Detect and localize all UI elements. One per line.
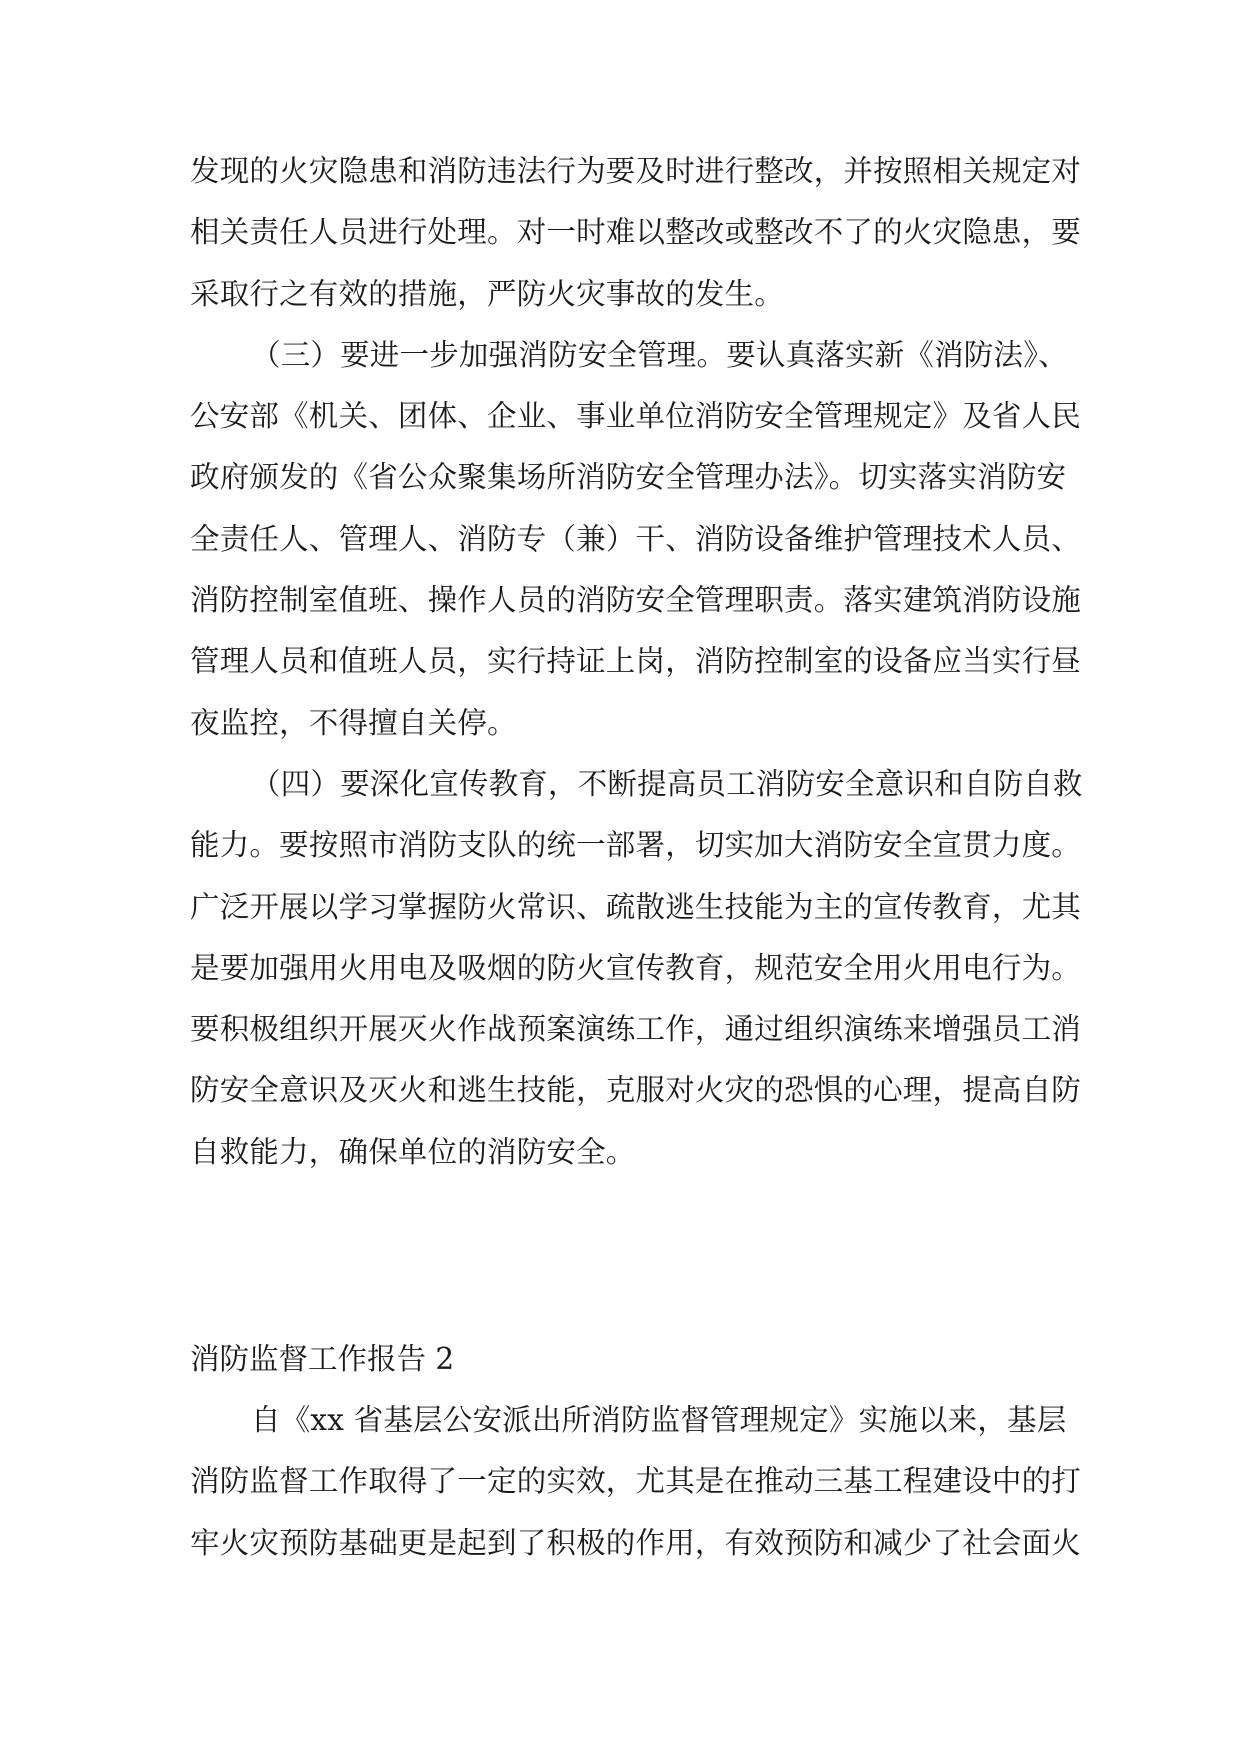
text-line: （三）要进一步加强消防安全管理。要认真落实新《消防法》、 [251, 337, 1068, 372]
text-line: 自救能力，确保单位的消防安全。 [190, 1134, 636, 1169]
text-line: 管理人员和值班人员，实行持证上岗，消防控制室的设备应当实行昼 [190, 644, 1082, 679]
text-line: 政府颁发的《省公众聚集场所消防安全管理办法》。切实落实消防安 [190, 460, 1067, 495]
text-line: 要积极组织开展灭火作战预案演练工作，通过组织演练来增强员工消 [190, 1012, 1082, 1047]
text-line: 消防监督工作取得了一定的实效，尤其是在推动三基工程建设中的打 [190, 1464, 1082, 1499]
text-line: 广泛开展以学习掌握防火常识、疏散逃生技能为主的宣传教育，尤其 [190, 889, 1082, 924]
paragraph-publicity-education [190, 754, 1083, 1183]
text-line: 能力。要按照市消防支队的统一部署，切实加大消防安全宣贯力度。 [190, 828, 1082, 863]
report-section-2 [190, 1390, 1082, 1574]
text-line: 是要加强用火用电及吸烟的防火宣传教育，规范安全用火用电行为。 [190, 950, 1082, 985]
paragraph-rectification [190, 141, 1082, 325]
section-heading: 消防监督工作报告 2 [190, 1342, 455, 1376]
text-line: （四）要深化宣传教育，不断提高员工消防安全意识和自防自救 [251, 766, 1083, 801]
paragraph-introduction [190, 1390, 1082, 1574]
text-line: 自《xx 省基层公安派出所消防监督管理规定》实施以来，基层 [251, 1403, 1067, 1437]
text-line: 消防控制室值班、操作人员的消防安全管理职责。落实建筑消防设施 [190, 583, 1082, 618]
text-line: 防安全意识及灭火和逃生技能，克服对火灾的恐惧的心理，提高自防 [190, 1073, 1082, 1108]
text-line: 采取行之有效的措施，严防火灾事故的发生。 [190, 276, 785, 311]
text-line: 公安部《机关、团体、企业、事业单位消防安全管理规定》及省人民 [190, 399, 1082, 434]
text-line: 全责任人、管理人、消防专（兼）干、消防设备维护管理技术人员、 [190, 521, 1082, 556]
text-line: 发现的火灾隐患和消防违法行为要及时进行整改，并按照相关规定对 [190, 154, 1082, 188]
text-line: 夜监控，不得擅自关停。 [190, 705, 517, 740]
text-line: 相关责任人员进行处理。对一时难以整改或整改不了的火灾隐患，要 [190, 215, 1082, 250]
report-section-1 [190, 141, 1083, 1183]
paragraph-safety-management [190, 325, 1082, 754]
text-line: 牢火灾预防基础更是起到了积极的作用，有效预防和减少了社会面火 [190, 1525, 1082, 1560]
